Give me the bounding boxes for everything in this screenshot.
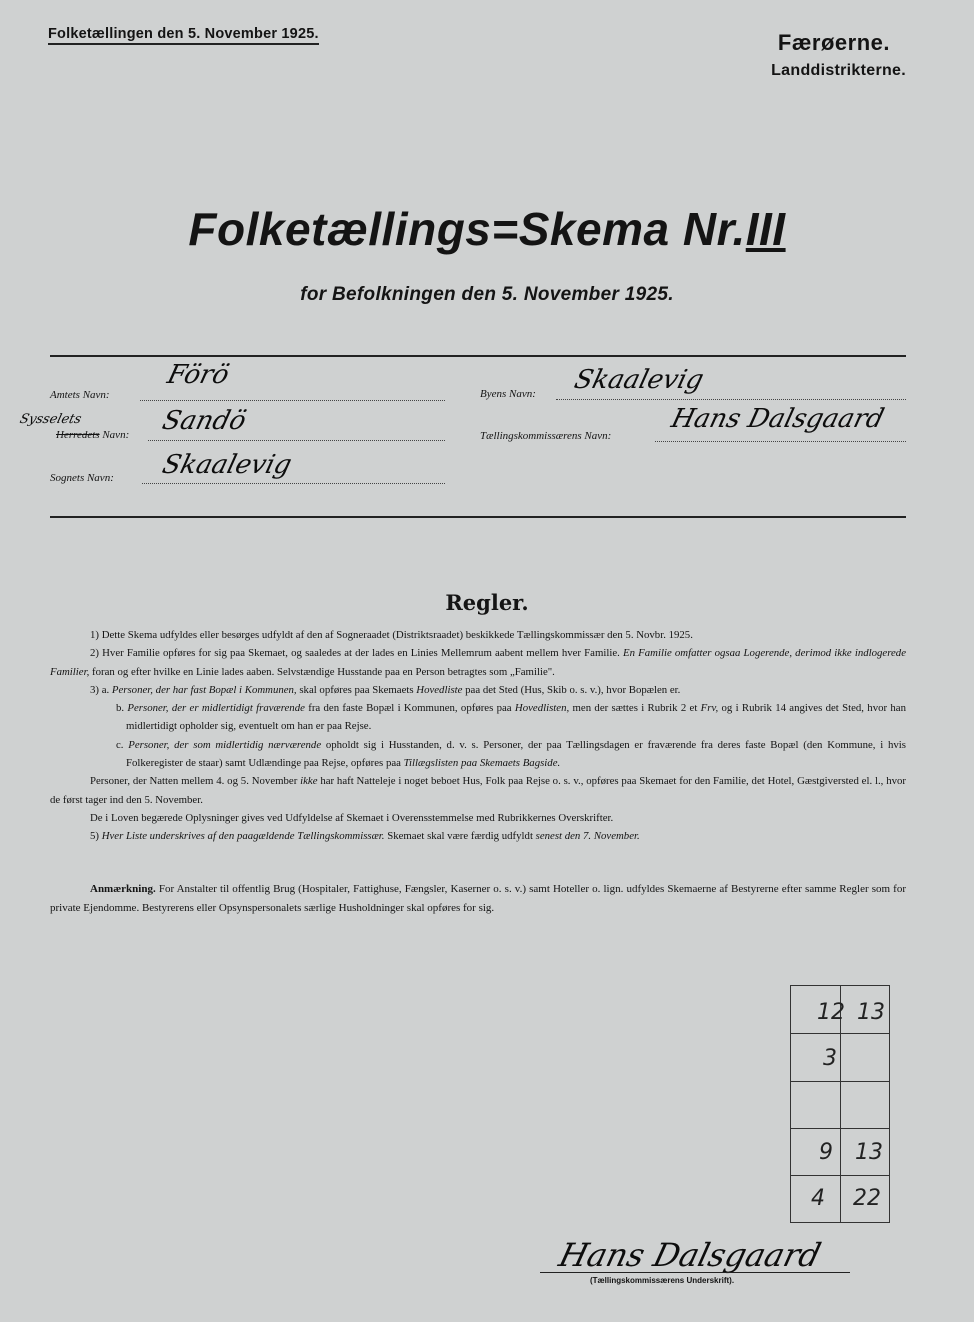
rule-2-text-b: En Familie omfatter ogsaa Logerende, derimod ikke indlogerede Familier, — [50, 647, 906, 678]
rule-3c — [50, 736, 906, 773]
rule-5-t4: senest den 7. November. — [535, 830, 640, 843]
rule-2 — [50, 644, 906, 681]
rule-3c-t2: Personer, der som midlertidig nærværende — [128, 738, 322, 751]
rule-3b-t6: Frv, — [700, 702, 719, 715]
amt-value: Förö — [164, 360, 233, 390]
by-value: Skaalevig — [571, 365, 707, 395]
remark-text: For Anstalter til offentlig Brug (Hospitaler, Fattighuse, Fængsler, Kaserner o. s. v.) samt Hoteller o. lign. udfyldes Skemaerne af Bestyrerne efter samme Regler som for private Ejendomme. Bestyrerens eller Opsynspersonalets særlige Husholdninger skal opføres for sig. — [50, 883, 906, 914]
rule-1: 1) Dette Skema udfyldes eller besørges udfyldt af den af Sogneraadet (Distriktsraadet) beskikkede Tællingskommissær den 5. Novbr. 1925. — [90, 629, 693, 641]
top-divider — [50, 355, 906, 357]
herred-value: Sandö — [159, 406, 250, 436]
rule-3a-t5: paa det Sted (Hus, Skib o. s. v.), hvor Bopælen er. — [462, 683, 681, 696]
remark-label: Anmærkning. — [90, 883, 156, 895]
form-title-text: Folketællings=Skema Nr. — [188, 203, 746, 255]
district-type-header: Landdistrikterne. — [771, 62, 906, 79]
rule-4: De i Loven begærede Oplysninger gives ved Udfyldelse af Skemaet i Overensstemmelse med Rubrikkernes Overskrifter. — [90, 811, 614, 824]
rule-3a-t2: Personer, der har fast Bopæl i Kommunen, — [111, 683, 297, 696]
signature-caption: (Tællingskommissærens Underskrift). — [590, 1276, 735, 1285]
herred-correction: Sysselets — [18, 412, 83, 427]
by-field-line — [556, 399, 906, 400]
rule-3b — [50, 699, 906, 736]
rule-3a-t4: Hovedliste — [416, 683, 463, 696]
herred-label — [56, 429, 129, 441]
tally-r1c1: 12 — [817, 1000, 845, 1025]
kommissaer-label: Tællingskommissærens Navn: — [480, 430, 612, 442]
rule-3d-t3: har haft Natteleje i noget beboet Hus, Folk paa Rejse o. s. v., opføres paa Skemaet for den Familie, det Hotel, Gæstgiversted el. l., hvor de først tager ind den 5. November. — [50, 775, 906, 806]
rule-3b-t3: fra den faste Bopæl i Kommunen, opføres paa — [304, 702, 515, 715]
rule-3d-t1: Personer, der Natten mellem 4. og 5. November — [90, 775, 301, 788]
rule-2-text-a: 2) Hver Familie opføres for sig paa Skemaet, og saaledes at der lades en Linies Mellemrum aabent mellem hver Familie. — [90, 647, 620, 660]
sogn-value: Skaalevig — [159, 450, 295, 480]
amt-field-line — [140, 400, 445, 401]
rule-3b-t1: b. — [116, 702, 128, 715]
form-number: III — [745, 203, 786, 255]
tally-box — [790, 985, 890, 1223]
rule-3c-t3: opholdt sig i Husstanden, d. v. s. Personer, der paa Tællingsdagen er fraværende fra deres faste Bopæl (den Kommune, i hvis Folkeregister de staar) samt Udlændinge paa Rejse, opføres paa — [126, 738, 906, 770]
rule-5-t3: Skemaet skal være færdig udfyldt — [384, 830, 536, 843]
fields-divider — [50, 516, 906, 518]
rule-5 — [50, 827, 906, 845]
by-label: Byens Navn: — [480, 388, 536, 400]
kommissaer-field-line — [655, 441, 906, 442]
census-date-header: Folketællingen den 5. November 1925. — [48, 26, 319, 45]
herred-struck-word: Herredets — [56, 429, 100, 441]
rule-5-t2: Hver Liste underskrives af den paagældende Tællingskommissær. — [101, 830, 385, 843]
rule-2-text-c: foran og efter hvilke en Linie lades aaben. Selvstændige Husstande paa en Person betragtes som „Familie". — [89, 665, 555, 678]
tally-row-2 — [791, 1034, 889, 1082]
commissioner-signature: Hans Dalsgaard — [555, 1236, 825, 1274]
remark-paragraph — [50, 880, 906, 918]
region-header: Færøerne. — [777, 30, 890, 55]
rule-3d — [50, 772, 906, 809]
kommissaer-value: Hans Dalsgaard — [668, 404, 887, 434]
tally-r5c2: 22 — [853, 1186, 881, 1211]
rule-5-t1: 5) — [90, 830, 102, 843]
sogn-field-line — [142, 483, 445, 484]
rules-body — [50, 626, 906, 846]
sogn-label: Sognets Navn: — [50, 472, 114, 484]
tally-r5c1: 4 — [811, 1186, 825, 1211]
signature-line — [540, 1272, 850, 1273]
amt-label: Amtets Navn: — [50, 389, 110, 401]
form-subtitle: for Befolkningen den 5. November 1925. — [300, 284, 674, 305]
rule-3c-t1: c. — [116, 738, 129, 751]
tally-r2c1: 3 — [823, 1046, 837, 1071]
herred-field-line — [148, 440, 445, 441]
rule-3a — [50, 681, 906, 699]
rules-heading: Regler. — [445, 590, 529, 615]
rule-3c-t4: Tillægslisten paa Skemaets Bagside. — [403, 757, 561, 770]
rule-3a-t3: skal opføres paa Skemaets — [296, 683, 417, 696]
form-title — [0, 202, 974, 256]
rule-3a-t1: 3) a. — [90, 683, 112, 696]
rule-3b-t2: Personer, der er midlertidigt fraværende — [127, 702, 305, 715]
rule-3b-t5: men der sættes i Rubrik 2 et — [569, 702, 701, 715]
tally-r4c1: 9 — [819, 1140, 833, 1165]
herred-label-suffix: Navn: — [99, 429, 130, 441]
tally-row-3 — [791, 1082, 889, 1129]
rule-3b-t7: og i Rubrik 14 angives det Sted, hvor han midlertidigt opholder sig, eventuelt om han er paa Rejse. — [126, 702, 906, 733]
tally-r4c2: 13 — [855, 1140, 883, 1165]
rule-3b-t4: Hovedlisten, — [514, 702, 570, 715]
tally-r1c2: 13 — [857, 1000, 885, 1025]
rule-3d-t2: ikke — [300, 775, 318, 788]
